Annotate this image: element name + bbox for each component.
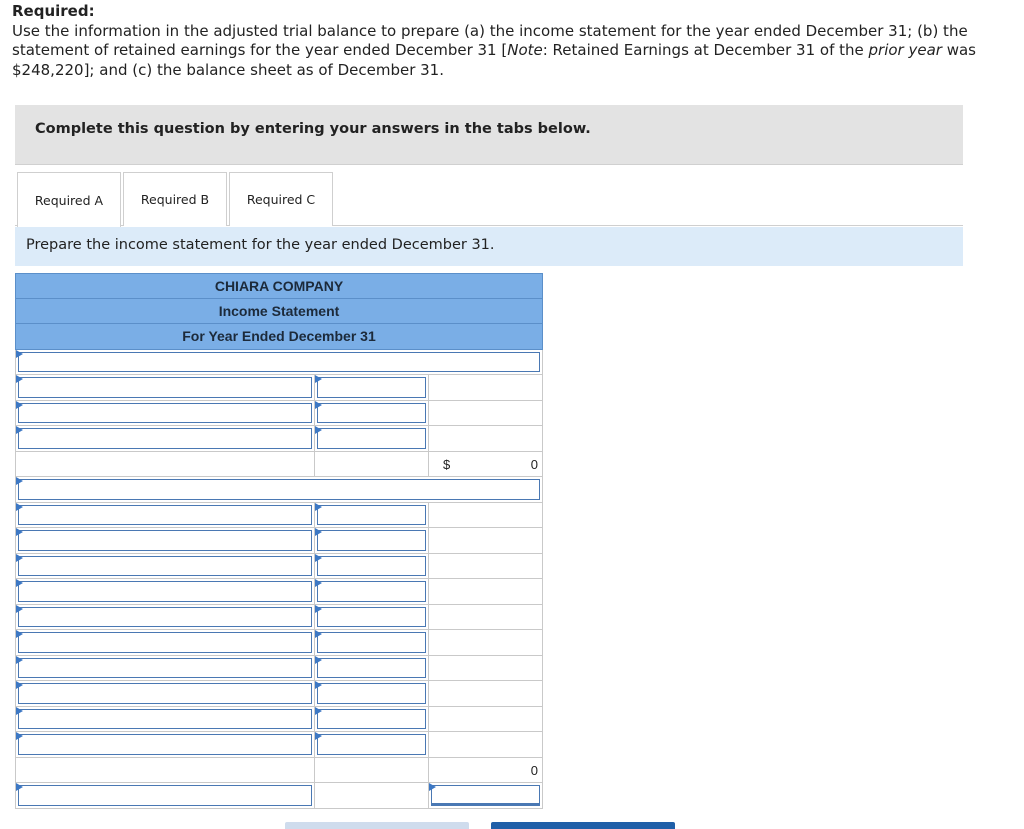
- dropdown-arrow-icon[interactable]: [16, 707, 23, 715]
- amount-input[interactable]: [317, 581, 426, 602]
- dropdown-arrow-icon[interactable]: [315, 375, 322, 383]
- net-income-row: [15, 783, 543, 809]
- dropdown-arrow-icon[interactable]: [16, 783, 23, 791]
- tab-required-a[interactable]: Required A: [17, 172, 121, 227]
- account-select[interactable]: [18, 530, 312, 551]
- amount-input[interactable]: [317, 632, 426, 653]
- income-statement-table: [15, 273, 543, 809]
- table-row: [15, 477, 543, 503]
- required-title: Required:: [12, 2, 95, 20]
- table-row: [15, 554, 543, 580]
- account-select[interactable]: [18, 709, 312, 730]
- table-row: [15, 630, 543, 656]
- dropdown-arrow-icon[interactable]: [315, 656, 322, 664]
- table-row: [15, 656, 543, 682]
- amount-input[interactable]: [317, 709, 426, 730]
- dropdown-arrow-icon[interactable]: [315, 605, 322, 613]
- account-select[interactable]: [18, 658, 312, 679]
- section-heading-input[interactable]: [18, 352, 540, 373]
- dropdown-arrow-icon[interactable]: [16, 656, 23, 664]
- dropdown-arrow-icon[interactable]: [16, 605, 23, 613]
- net-income-input[interactable]: [431, 785, 540, 806]
- amount-input[interactable]: [317, 403, 426, 424]
- dropdown-arrow-icon[interactable]: [315, 401, 322, 409]
- account-select[interactable]: [18, 428, 312, 449]
- dropdown-arrow-icon[interactable]: [315, 732, 322, 740]
- dropdown-arrow-icon[interactable]: [16, 426, 23, 434]
- amount-input[interactable]: [317, 734, 426, 755]
- amount-input[interactable]: [317, 556, 426, 577]
- account-select[interactable]: [18, 785, 312, 806]
- dropdown-arrow-icon[interactable]: [16, 503, 23, 511]
- dropdown-arrow-icon[interactable]: [16, 477, 23, 485]
- banner-text: Complete this question by entering your answers in the tabs below.: [35, 121, 591, 137]
- instruction-bar: [15, 227, 963, 266]
- statement-title: Income Statement: [15, 299, 543, 325]
- dropdown-arrow-icon[interactable]: [315, 426, 322, 434]
- statement-period: For Year Ended December 31: [15, 324, 543, 350]
- subtotal-value: 0: [530, 456, 538, 472]
- amount-input[interactable]: [317, 428, 426, 449]
- dropdown-arrow-icon[interactable]: [429, 783, 436, 791]
- section-heading-input[interactable]: [18, 479, 540, 500]
- dropdown-arrow-icon[interactable]: [315, 528, 322, 536]
- table-row: [15, 605, 543, 631]
- table-row: [15, 375, 543, 401]
- dropdown-arrow-icon[interactable]: [16, 732, 23, 740]
- total-value: 0: [530, 762, 538, 778]
- dropdown-arrow-icon[interactable]: [315, 554, 322, 562]
- dropdown-arrow-icon[interactable]: [315, 579, 322, 587]
- instruction-text: Prepare the income statement for the year ended December 31.: [26, 237, 495, 253]
- dropdown-arrow-icon[interactable]: [16, 375, 23, 383]
- amount-input[interactable]: [317, 530, 426, 551]
- table-row: [15, 503, 543, 529]
- next-button[interactable]: [491, 822, 675, 829]
- table-row: [15, 426, 543, 452]
- account-select[interactable]: [18, 581, 312, 602]
- required-section: [12, 2, 1012, 80]
- account-select[interactable]: [18, 403, 312, 424]
- table-row: [15, 732, 543, 758]
- account-select[interactable]: [18, 377, 312, 398]
- amount-input[interactable]: [317, 683, 426, 704]
- previous-button[interactable]: [285, 822, 469, 829]
- tab-required-c[interactable]: Required C: [229, 172, 333, 226]
- required-text: Use the information in the adjusted trial balance to prepare (a) the income statement for the year ended December 31; (b) the statement of retained earnings for the year ended December 31 [Note: Retained Earnings at December 31 of the prior year was $248,220]; and (c) the balance sheet as of December 31.: [12, 21, 976, 79]
- dropdown-arrow-icon[interactable]: [16, 579, 23, 587]
- dropdown-arrow-icon[interactable]: [16, 350, 23, 358]
- dropdown-arrow-icon[interactable]: [16, 401, 23, 409]
- account-select[interactable]: [18, 607, 312, 628]
- account-select[interactable]: [18, 505, 312, 526]
- table-row: [15, 681, 543, 707]
- table-row: [15, 350, 543, 376]
- account-select[interactable]: [18, 683, 312, 704]
- dropdown-arrow-icon[interactable]: [315, 707, 322, 715]
- amount-input[interactable]: [317, 377, 426, 398]
- account-select[interactable]: [18, 556, 312, 577]
- dropdown-arrow-icon[interactable]: [315, 503, 322, 511]
- dropdown-arrow-icon[interactable]: [16, 630, 23, 638]
- table-row: [15, 707, 543, 733]
- dropdown-arrow-icon[interactable]: [315, 630, 322, 638]
- company-name: CHIARA COMPANY: [15, 273, 543, 299]
- account-select[interactable]: [18, 632, 312, 653]
- currency-symbol: $: [443, 456, 451, 472]
- total-row: [15, 758, 543, 784]
- dropdown-arrow-icon[interactable]: [16, 528, 23, 536]
- table-row: [15, 401, 543, 427]
- amount-input[interactable]: [317, 658, 426, 679]
- tab-bar: [15, 172, 963, 226]
- account-select[interactable]: [18, 734, 312, 755]
- amount-input[interactable]: [317, 607, 426, 628]
- dropdown-arrow-icon[interactable]: [16, 681, 23, 689]
- table-row: [15, 528, 543, 554]
- tab-required-b[interactable]: Required B: [123, 172, 227, 226]
- instructions-banner: [15, 105, 963, 165]
- amount-input[interactable]: [317, 505, 426, 526]
- subtotal-row: [15, 452, 543, 478]
- table-row: [15, 579, 543, 605]
- dropdown-arrow-icon[interactable]: [315, 681, 322, 689]
- dropdown-arrow-icon[interactable]: [16, 554, 23, 562]
